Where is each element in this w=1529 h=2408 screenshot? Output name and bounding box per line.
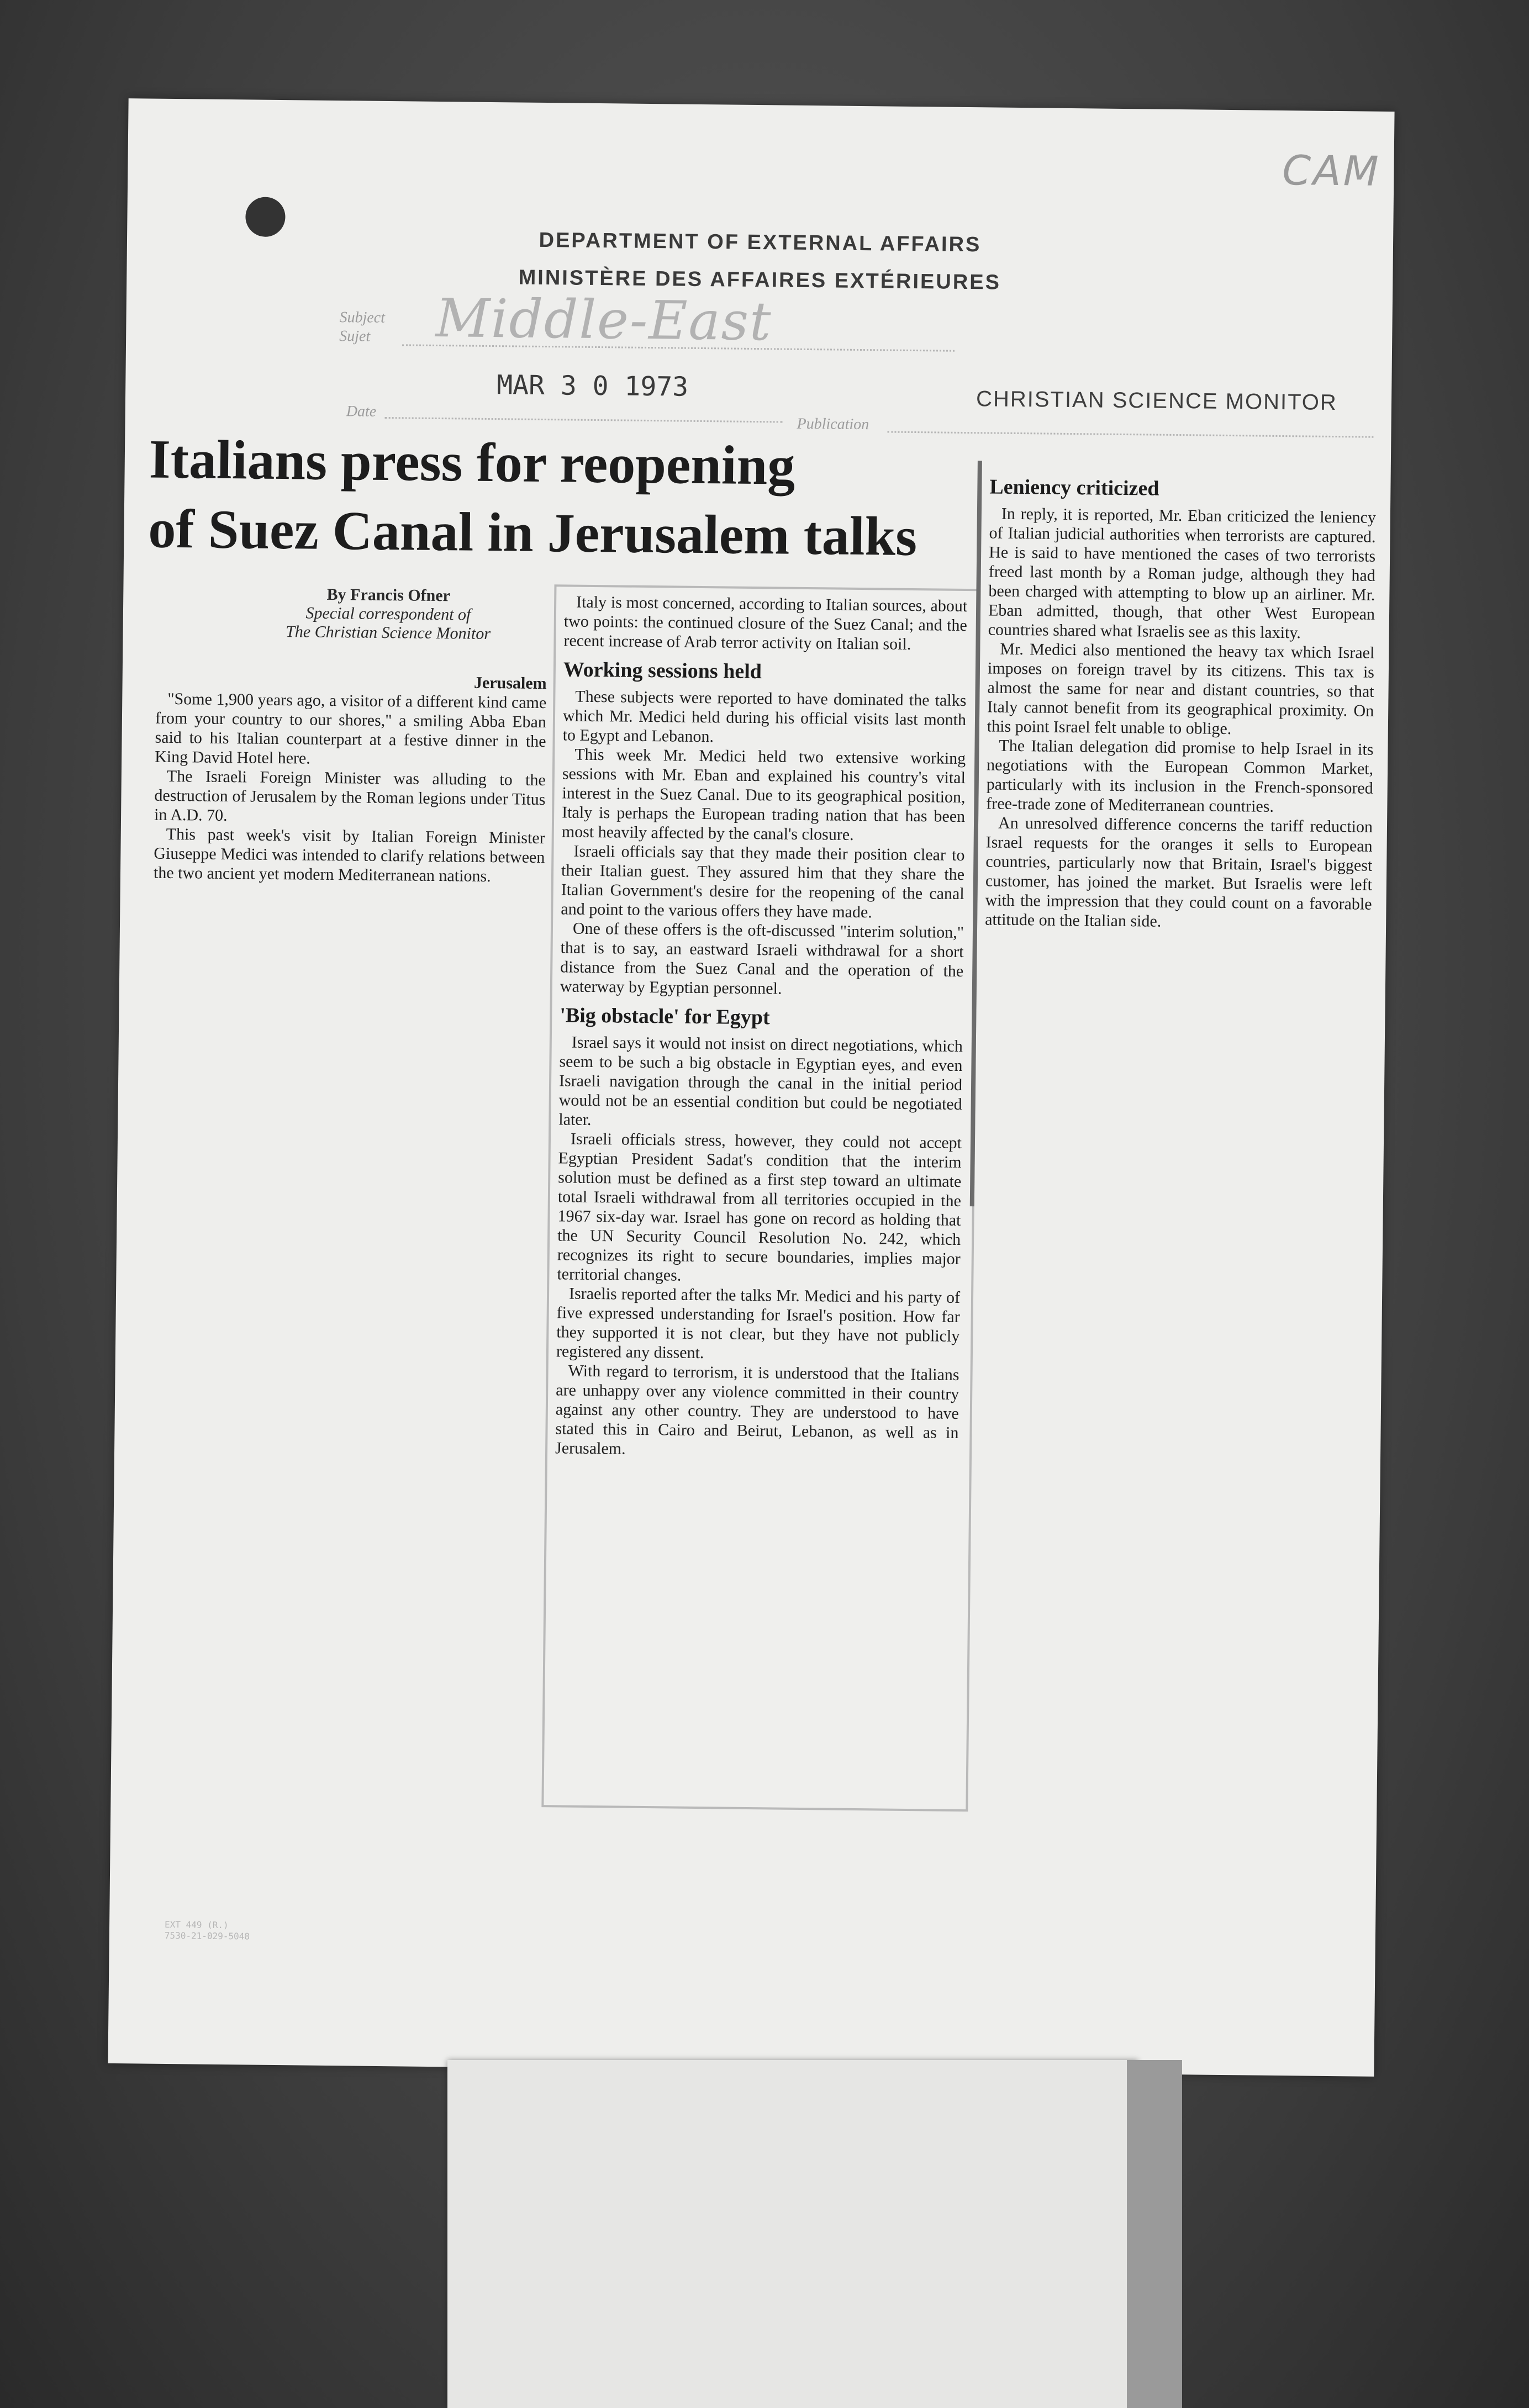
paragraph: Mr. Medici also mentioned the heavy tax which Israel imposes on foreign travel by its citizens. This tax is almost the same for near and distant countries, so that Italy cannot benefit from its geographical proximity. On this point Israel felt unable to oblige. [987,640,1375,738]
paragraph: These subjects were reported to have dominated the talks which Mr. Medici held during his official visits last month to Egypt and Lebanon. [562,687,967,746]
form-reference-code [165,1919,250,1942]
paragraph: Israel says it would not insist on direct negotiations, which seem to be such a big obstacle in Egyptian eyes, and even Israeli navigation through the canal in the initial period would not be an essential condition but could be negotiated later. [558,1033,963,1129]
subject-label: Subject [339,309,386,326]
byline-name: By Francis Ofner [326,585,451,605]
paragraph: This past week's visit by Italian Foreign Minister Giuseppe Medici was intended to clarify relations between the two ancient yet modern Mediterranean nations. [153,825,545,886]
paragraph: This week Mr. Medici held two extensive working sessions with Mr. Eban and explained his country's vital interest in the Suez Canal. Due to its geographical position, Italy is perhaps the European trading nation that has been most heavily affected by the canal's closure. [561,745,966,844]
paragraph: Israeli officials say that they made their position clear to their Italian guest. They assured him that they share the Italian Government's desire for the reopening of the canal and point to the various offers they have made. [561,842,965,922]
envelope-edge [1127,2060,1182,2408]
sujet-label: Sujet [339,328,371,345]
subheading: 'Big obstacle' for Egypt [560,1004,770,1029]
paragraph: Italy is most concerned, according to Italian sources, about two points: the continued closure of the Suez Canal; and the recent increase of Arab terror activity on Italian soil. [563,593,968,653]
headline-line-2: of Suez Canal in Jerusalem talks [147,498,918,568]
date-rule [385,417,783,423]
paragraph: Israelis reported after the talks Mr. Medici and his party of five expressed understanding for Israel's position. How far they supported it is not clear, but they have not publicly registered any dissent. [556,1284,961,1363]
publication-name: CHRISTIAN SCIENCE MONITOR [976,387,1338,415]
paragraph: An unresolved difference concerns the tariff reduction Israel requests for the oranges it sells to European countries, particularly now that Britain, Israel's biggest customer, has joined the market. But Israelis were left with the impression that they could count on a favorable attitude on the Italian side. [985,814,1373,931]
corner-mark: CAM [1282,146,1382,196]
date-stamp: MAR 3 0 1973 [497,369,689,403]
paragraph: Israeli officials stress, however, they could not accept Egyptian President Sadat's condition that the interim solution must be defined as a first step toward an ultimate total Israeli withdrawal from all territories occupied in the 1967 six-day war. Israel has gone on record as holding that the UN Security Council Resolution No. 242, which recognizes its right to secure boundaries, implies major territorial changes. [557,1129,962,1285]
paragraph: With regard to terrorism, it is understood that the Italians are unhappy over any violence committed in their country against any other country. They are understood to have stated this in Cairo and Beirut, Lebanon, as well as in Jerusalem. [555,1361,959,1458]
dateline: Jerusalem [473,673,547,693]
article-column-2 [555,592,967,1462]
date-label: Date [346,403,377,420]
byline-role: Special correspondent of [305,604,471,624]
byline [233,584,543,644]
subject-handwritten: Middle-East [435,287,773,353]
subheading: Working sessions held [563,658,762,684]
department-name-fr: MINISTÈRE DES AFFAIRES EXTÉRIEURES [518,266,1001,294]
headline-line-1: Italians press for reopening [149,428,795,497]
publication-label: Publication [797,415,869,434]
paragraph: "Some 1,900 years ago, a visitor of a different kind came from your country to our shores," a smiling Abba Eban said to his Italian counterpart at a festive dinner in the King David Hotel here. [155,689,547,768]
department-name-en: DEPARTMENT OF EXTERNAL AFFAIRS [539,228,982,257]
article-column-1 [154,670,547,886]
clipping-sheet [108,98,1394,2077]
paragraph: The Italian delegation did promise to help Israel in its negotiations with the European Common Market, particularly with its inclusion in the French-sponsored free-trade zone of Mediterranean countries. [986,736,1374,816]
envelope-below [447,2060,1138,2408]
form-code-line-1: EXT 449 (R.) [164,1919,229,1931]
paragraph: In reply, it is reported, Mr. Eban criticized the leniency of Italian judicial authorities when terrorists are captured. He is said to have mentioned the cases of two terrorists freed last month by a Roman judge, although they had been charged with attempting to blow up an airliner. Mr. Eban admitted, though, that other West European countries shared what Israelis see as this laxity. [988,504,1377,642]
paragraph: The Israeli Foreign Minister was alluding to the destruction of Jerusalem by the Roman legions under Titus in A.D. 70. [154,767,546,825]
byline-publication: The Christian Science Monitor [286,622,491,643]
form-code-line-2: 7530-21-029-5048 [164,1930,250,1942]
headline [148,425,1011,573]
paragraph: One of these offers is the oft-discussed "interim solution," that is to say, an eastward Israeli withdrawal for a short distance from the Suez Canal and the operation of the waterway by Egyptian personnel. [560,919,964,998]
subheading: Leniency criticized [989,475,1159,500]
article-column-3 [985,467,1377,933]
